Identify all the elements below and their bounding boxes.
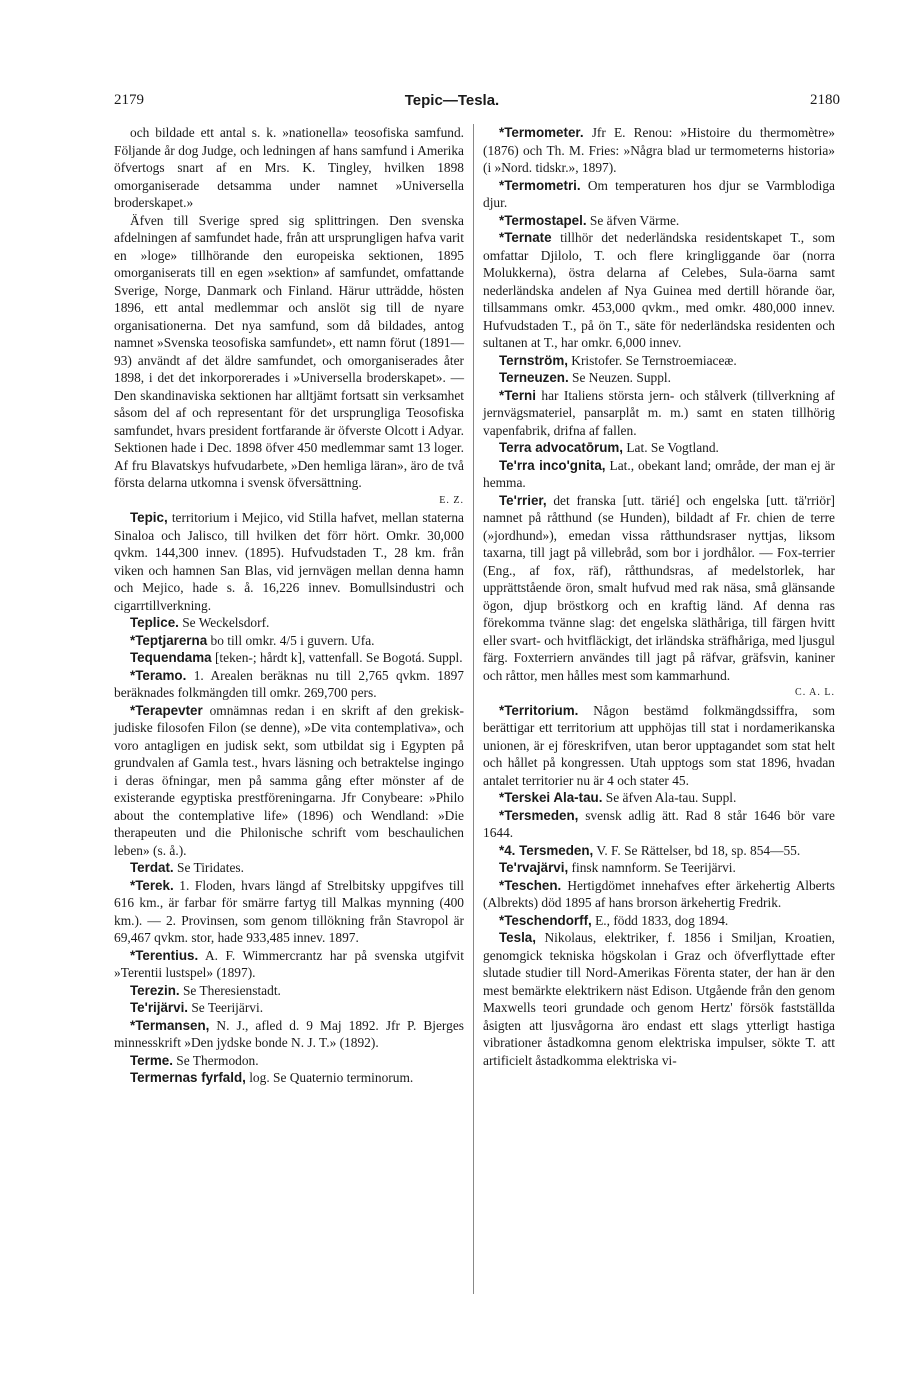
entry-text: Se äfven Ala-tau. Suppl.	[602, 790, 737, 805]
dictionary-entry	[483, 352, 835, 370]
dictionary-entry	[114, 947, 464, 982]
entry-text: territorium i Mejico, vid Stilla hafvet, mellan staterna Sinaloa och Jalisco, till hvilken det förr hört. Omkr. 30,000 qvkm. 144,300 innev. (1895). Hufvudstaden T., 28 km. från viken och hamnen San Blas, vid jernvägen mellan denna hamn och Mejico, hade s. å. 16,226 innev. Bomullsindustri och cigarrtillverkning.	[114, 510, 464, 613]
entry-headword: Te'rvajärvi,	[499, 860, 569, 875]
page-number-left: 2179	[114, 92, 144, 108]
entry-text: 1. Arealen beräknas nu till 2,765 qvkm. 1897 beräknades folkmängden till omkr. 269,700 pers.	[114, 667, 464, 700]
entry-text: Kristofer. Se Ternstroemiaceæ.	[567, 352, 737, 368]
entry-headword: *Teramo.	[130, 667, 187, 683]
page-header	[0, 92, 904, 114]
dictionary-entry	[114, 1052, 464, 1070]
dictionary-entry	[114, 982, 464, 1000]
paragraph	[114, 212, 464, 492]
entry-headword: *Termansen,	[130, 1017, 210, 1033]
dictionary-entry	[483, 387, 835, 440]
author-signature	[114, 492, 464, 510]
dictionary-entry	[483, 859, 835, 877]
entry-headword: Tepic,	[130, 510, 168, 525]
dictionary-entry	[483, 439, 835, 457]
entry-text: [teken-; hårdt k], vattenfall. Se Bogotá. Suppl.	[211, 650, 463, 665]
dictionary-entry	[114, 1069, 464, 1087]
dictionary-entry	[114, 649, 464, 667]
entry-headword: *Terapevter	[130, 702, 203, 718]
entry-text: det franska [utt. tärié] och engelska [utt. tä'rriör] namnet på råtthund (se Hunden), bildadt af Fr. chien de terre (»jordhund»), emedan vissa råtthundsraser nyttjas, liksom taxarna, till jagt på villebråd, som bor i jordhålor. — Fox-terrier (Eng., af fox, räf), råtthundsras, af medelstorlek, har upprättstående öron, smalt hufvud med rak näsa, små glänsande ögon, djup bröstkorg och en kraftig länd. Af denna ras förekomma tvänne slag: det engelska släthåriga, till färgen hvitt eller svart- och hvitfläckigt, det irländska sträfhåriga, med ljusgul färg. Foxterriern användes till jagt på räfvar, gräfsvin, kaniner och råttor, men hålles mest som kammarhund.	[483, 492, 835, 683]
entry-headword: *Territorium.	[499, 702, 579, 718]
dictionary-entry	[114, 702, 464, 860]
dictionary-entry	[114, 859, 464, 877]
entry-headword: *4. Tersmeden,	[499, 842, 594, 858]
dictionary-entry	[114, 509, 464, 614]
page-number-right: 2180	[810, 92, 840, 108]
dictionary-entry	[114, 614, 464, 632]
entry-headword: Terme.	[130, 1052, 173, 1068]
entry-text: svensk adlig ätt. Rad 8 står 1646 bör vare 1644.	[483, 807, 835, 840]
left-column	[114, 124, 464, 1087]
entry-headword: *Terni	[499, 387, 536, 403]
entry-headword: *Terentius.	[130, 947, 199, 963]
entry-text: E., född 1833, dog 1894.	[591, 912, 729, 928]
dictionary-entry	[483, 929, 835, 1069]
dictionary-entry	[114, 999, 464, 1017]
entry-headword: Terneuzen.	[499, 370, 569, 385]
entry-text: Se Neuzen. Suppl.	[568, 370, 671, 385]
entry-text: Se Teerijärvi.	[188, 1000, 264, 1015]
entry-text: Se Tiridates.	[173, 860, 244, 875]
entry-text: 1. Floden, hvars längd af Strelbitsky uppgifves till 616 km., är farbar för smärre fartyg till Malkas mynning (400 km.). — 2. Provinsen, som genom tillökning från Stavropol är 69,467 qvkm. stor, hade 933,485 innev. 1897.	[114, 877, 464, 945]
entry-text: Lat. Se Vogtland.	[623, 440, 719, 455]
dictionary-entry	[483, 177, 835, 212]
entry-headword: *Terek.	[130, 877, 174, 893]
entry-text: tillhör det nederländska residentskapet T., som omfattar Djilolo, T. och flere kringliggande öar (norra Molukkerna), östra delarna af Celebes, Sula-öarna samt nederländska andelen af Nya Guinea med dertill hörande öar, tillsammans omkr. 453,000 qvkm., med omkr. 480,000 innev. Hufvudstaden T., på ön T., säte för nederländska residenten och sultanen at T., har omkr. 6,000 innev.	[483, 230, 835, 350]
entry-text: Jfr E. Renou: »Histoire du thermomètre» (1876) och Th. M. Fries: »Några blad ur termometerns historia» (i »Nord. tidskr.», 1897).	[483, 125, 835, 175]
dictionary-entry	[483, 229, 835, 352]
entry-text: och bildade ett antal s. k. »nationella» teosofiska samfund. Följande år dog Judge, och ledningen af hans samfund i Amerika öfvertogs snart af en Mrs. K. Tingley, hvilken 1898 omorganiserade detsamma under namnet »Universella broderskapet.»	[114, 125, 464, 210]
entry-headword: Tesla,	[499, 930, 536, 945]
column-divider	[473, 124, 474, 1294]
entry-text: Någon bestämd folkmängdssiffra, som berättigar ett territorium att upphöjas till stat i nordamerikanska unionen, är ej föreskrifven, utan beror upptagandet som stat helt och hållet på kongressen. Utah upptogs som stat 1896, hvadan antalet territorier nu är 4 och stater 45.	[483, 702, 835, 788]
entry-headword: *Termometri.	[499, 177, 581, 193]
entry-headword: Terdat.	[130, 860, 174, 875]
entry-text: bo till omkr. 4/5 i guvern. Ufa.	[207, 632, 375, 648]
right-column	[483, 124, 835, 1069]
running-title: Tepic—Tesla.	[404, 92, 500, 109]
dictionary-entry	[483, 369, 835, 387]
entry-headword: Te'rijärvi.	[130, 1000, 189, 1015]
dictionary-entry	[483, 702, 835, 790]
entry-headword: *Termometer.	[499, 125, 584, 140]
entry-headword: Te'rrier,	[499, 492, 547, 508]
entry-headword: Te'rra inco'gnita,	[499, 457, 606, 473]
entry-text: Nikolaus, elektriker, f. 1856 i Smiljan, Kroatien, genomgick tekniska högskolan i Graz och öfverflyttade efter slutade studier till Nord-Amerikas Förenta stater, der han är den mest bemärkte elektrikern näst Edison. Utgående från den genom Maxwells teori grundade och genom Hertz' försök fastställda åsigten att ljusvågorna äro endast ett slags ytterligt hastiga vibrationer åstadkomna genom elektriska impulser, sökte T. att artificielt åstadkomma elektriska vi-	[483, 930, 835, 1068]
entry-headword: Teplice.	[130, 615, 179, 630]
entry-text: log. Se Quaternio terminorum.	[245, 1070, 414, 1085]
entry-headword: *Teschen.	[499, 877, 562, 893]
entry-text: Se Theresienstadt.	[179, 982, 281, 998]
entry-text: A. F. Wimmercrantz har på svenska utgifvit »Terentii lustspel» (1897).	[114, 947, 464, 980]
dictionary-entry	[114, 877, 464, 947]
author-signature	[483, 684, 835, 702]
entry-headword: Tequendama	[130, 650, 212, 665]
dictionary-entry	[483, 807, 835, 842]
entry-text: Om temperaturen hos djur se Varmblodiga djur.	[483, 177, 835, 210]
entry-headword: *Termostapel.	[499, 212, 587, 228]
entry-text: V. F. Se Rättelser, bd 18, sp. 854—55.	[593, 842, 801, 858]
entry-text: Äfven till Sverige spred sig splittringen. Den svenska afdelningen af samfundet hade, från att ursprungligen hafva varit en »loge» tillhörande den europeiska sektionen, 1895 omorganiserats till en egen »sektion» af samfundet, omfattande Sverige, Norge, Danmark och Finland. Härur utträdde, hösten 1896, ett antal medlemmar och anslöt sig till de nyare organisationerna. Det nya samfund, som då bildades, antog namnet »Svenska teosofiska samfundet», ett namn förut (1891—93) användt af det äldre samfundet, och omorganiserades åter 1898, i det det inkorporerades i »Universella broderskapet». — Den skandinaviska sektionen har alltjämt fortsatt sin verksamhet såsom del af och representant för det ursprungliga Teosofiska samfundet, hvars president fortfarande är öfverste Olcott i Adyar. Sektionen hade i Dec. 1898 öfver 450 medlemmar samt 13 loger. Af fru Blavatskys hufvudarbete, »Den hemliga läran», äro de två första delarna utkomna i svensk öfversättning.	[114, 212, 464, 490]
dictionary-entry	[483, 212, 835, 230]
entry-headword: *Teschendorff,	[499, 912, 592, 928]
entry-text: har Italiens största jern- och stålverk (tillverkning af jernvägsmateriel, pansarplåt m. m.) samt en staten tillhörig vapenfabrik, drifna af fallen.	[483, 387, 835, 438]
entry-text: N. J., afled d. 9 Maj 1892. Jfr P. Bjerges minnesskrift »Den jydske bonde N. J. T.» (1892).	[114, 1017, 464, 1050]
entry-text: Hertigdömet innehafves efter ärkehertig Alberts (Albrekts) död 1895 af hans brorson ärkehertig Fredrik.	[483, 877, 835, 910]
entry-headword: Termernas fyrfald,	[130, 1070, 246, 1085]
entry-headword: *Terskei Ala-tau.	[499, 790, 603, 805]
entry-headword: *Teptjarerna	[130, 632, 208, 648]
dictionary-entry	[483, 912, 835, 930]
entry-headword: *Ternate	[499, 230, 552, 245]
dictionary-entry	[483, 789, 835, 807]
entry-headword: *Tersmeden,	[499, 807, 579, 823]
dictionary-entry	[114, 632, 464, 650]
entry-headword: Terra advocatōrum,	[499, 440, 624, 455]
dictionary-entry	[483, 877, 835, 912]
entry-text: omnämnas redan i en skrift af den grekisk-judiske filosofen Filon (se denne), »De vita contemplativa», och voro antagligen en judisk sekt, som utbildat sig i Egypten på grundvalen af Gamla test., hvars läsning och betraktelse ingingo i deras öfningar, men på samma gång efter mönster af de existerande egyptiska prestföreningarna. Jfr Conybeare: »Philo about the contemplative life» (1896) och Wendland: »Die therapeuten und die Philonische schrift vom beschaulichen leben» (s. å.).	[114, 702, 464, 858]
signature-text: E. Z.	[439, 494, 464, 506]
entry-headword: Ternström,	[499, 352, 568, 368]
entry-text: Se Weckelsdorf.	[178, 615, 270, 630]
entry-headword: Terezin.	[130, 982, 180, 998]
dictionary-entry	[483, 457, 835, 492]
dictionary-entry	[114, 1017, 464, 1052]
dictionary-entry	[114, 667, 464, 702]
entry-text: finsk namnform. Se Teerijärvi.	[568, 860, 736, 875]
dictionary-entry	[483, 492, 835, 685]
entry-text: Se äfven Värme.	[586, 212, 680, 228]
dictionary-entry	[483, 124, 835, 177]
entry-text: Lat., obekant land; område, der man ej är hemma.	[483, 457, 836, 490]
signature-text: C. A. L.	[795, 687, 835, 698]
entry-text: Se Thermodon.	[172, 1052, 259, 1068]
dictionary-entry	[483, 842, 835, 860]
paragraph	[114, 124, 464, 212]
